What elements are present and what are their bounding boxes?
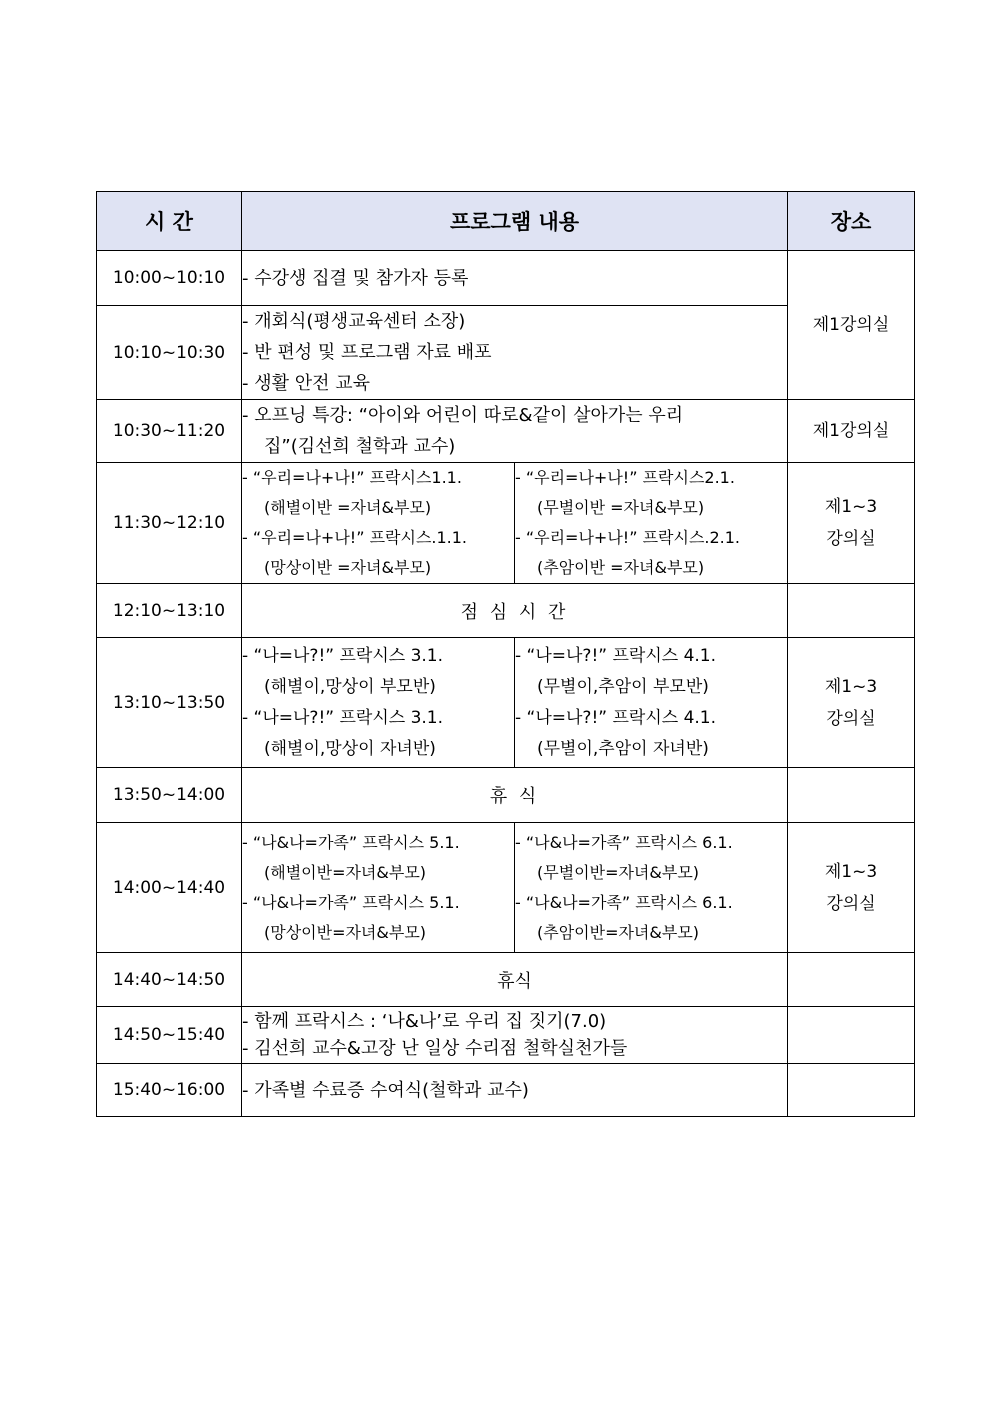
table-row	[97, 953, 915, 1007]
table-row	[97, 1064, 915, 1117]
table-row	[97, 463, 915, 584]
place-line: 제1~3	[824, 497, 878, 517]
place-cell	[788, 584, 915, 638]
place-cell: 제1강의실	[788, 251, 915, 400]
place-line: 제1~3	[824, 676, 878, 697]
program-line: (망상이반 =자녀&부모)	[264, 558, 432, 577]
time-cell: 13:10~13:50	[97, 638, 242, 768]
program-line: - “우리=나+나!” 프락시스.2.1.	[515, 528, 741, 547]
program-left-cell	[242, 823, 515, 953]
time-cell: 10:30~11:20	[97, 400, 242, 463]
place-line: 강의실	[826, 708, 876, 729]
program-line: (무별이반 =자녀&부모)	[537, 498, 705, 517]
program-line: - 오프닝 특강: “아이와 어린이 따로&같이 살아가는 우리	[242, 405, 684, 426]
time-cell: 11:30~12:10	[97, 463, 242, 584]
program-line: - “나=나?!” 프락시스 3.1.	[242, 645, 444, 666]
place-line: 강의실	[826, 529, 876, 549]
program-cell	[242, 400, 788, 463]
program-line: - “나&나=가족” 프락시스 6.1.	[515, 832, 733, 852]
program-line: (해별이,망상이 부모반)	[264, 676, 436, 697]
program-line: - “나&나=가족” 프락시스 6.1.	[515, 892, 733, 912]
program-line: - 가족별 수료증 수여식(철학과 교수)	[242, 1079, 529, 1101]
header-time: 시 간	[97, 192, 242, 251]
program-line: (무별이반=자녀&부모)	[537, 862, 700, 882]
table-row	[97, 251, 915, 306]
program-line: (망상이반=자녀&부모)	[264, 922, 427, 942]
program-line: - “우리=나+나!” 프락시스.1.1.	[242, 528, 468, 547]
program-line: (추암이반=자녀&부모)	[537, 922, 700, 942]
program-line: - “나=나?!” 프락시스 4.1.	[515, 645, 717, 666]
table-row	[97, 584, 915, 638]
program-line: - “나=나?!” 프락시스 3.1.	[242, 707, 444, 728]
place-cell	[788, 1064, 915, 1117]
program-right-cell	[515, 463, 788, 584]
program-line: - 생활 안전 교육	[242, 373, 370, 394]
program-line: (해별이반 =자녀&부모)	[264, 498, 432, 517]
program-line: - 김선희 교수&고장 난 일상 수리점 철학실천가들	[242, 1038, 628, 1059]
place-cell	[788, 823, 915, 953]
place-line: 제1~3	[824, 861, 878, 882]
place-cell	[788, 463, 915, 584]
place-cell: 제1강의실	[788, 400, 915, 463]
program-line: 집”(김선희 철학과 교수)	[264, 436, 456, 457]
program-line: - “우리=나+나!” 프락시스2.1.	[515, 468, 735, 487]
program-line: (해별이반=자녀&부모)	[264, 862, 427, 882]
program-line: (추암이반 =자녀&부모)	[537, 558, 705, 577]
program-line: (해별이,망상이 자녀반)	[264, 738, 436, 759]
program-line: - “우리=나+나!” 프락시스1.1.	[242, 468, 462, 487]
time-cell: 10:00~10:10	[97, 251, 242, 306]
program-line: - 함께 프락시스 : ‘나&나’로 우리 집 짓기(7.0)	[242, 1011, 607, 1032]
time-cell: 13:50~14:00	[97, 768, 242, 823]
table-row	[97, 1007, 915, 1064]
place-cell	[788, 1007, 915, 1064]
header-place: 장소	[788, 192, 915, 251]
time-cell: 15:40~16:00	[97, 1064, 242, 1117]
program-line: - “나=나?!” 프락시스 4.1.	[515, 707, 717, 728]
program-cell	[242, 1007, 788, 1064]
program-line: - “나&나=가족” 프락시스 5.1.	[242, 832, 460, 852]
program-right-cell	[515, 823, 788, 953]
place-cell	[788, 638, 915, 768]
program-line: - 개회식(평생교육센터 소장)	[242, 311, 466, 332]
time-cell: 14:00~14:40	[97, 823, 242, 953]
program-left-cell	[242, 463, 515, 584]
place-line: 강의실	[826, 893, 876, 914]
program-line: - 반 편성 및 프로그램 자료 배포	[242, 342, 492, 363]
program-line: - “나&나=가족” 프락시스 5.1.	[242, 892, 460, 912]
program-cell	[242, 306, 788, 400]
program-line: (무별이,추암이 부모반)	[537, 676, 709, 697]
table-row	[97, 638, 915, 768]
table-row	[97, 768, 915, 823]
program-left-cell	[242, 638, 515, 768]
program-cell	[242, 1064, 788, 1117]
table-row	[97, 400, 915, 463]
place-cell	[788, 768, 915, 823]
program-line: - 수강생 집결 및 참가자 등록	[242, 267, 469, 289]
header-program: 프로그램 내용	[242, 192, 788, 251]
time-cell: 12:10~13:10	[97, 584, 242, 638]
program-cell: 휴식	[242, 953, 788, 1007]
program-right-cell	[515, 638, 788, 768]
time-cell: 14:40~14:50	[97, 953, 242, 1007]
program-cell: 점 심 시 간	[242, 584, 788, 638]
time-cell: 14:50~15:40	[97, 1007, 242, 1064]
header-row	[97, 192, 915, 251]
schedule-table	[96, 191, 915, 1117]
program-line: (무별이,추암이 자녀반)	[537, 738, 709, 759]
table-row	[97, 823, 915, 953]
program-cell	[242, 251, 788, 306]
program-cell: 휴 식	[242, 768, 788, 823]
place-cell	[788, 953, 915, 1007]
time-cell: 10:10~10:30	[97, 306, 242, 400]
